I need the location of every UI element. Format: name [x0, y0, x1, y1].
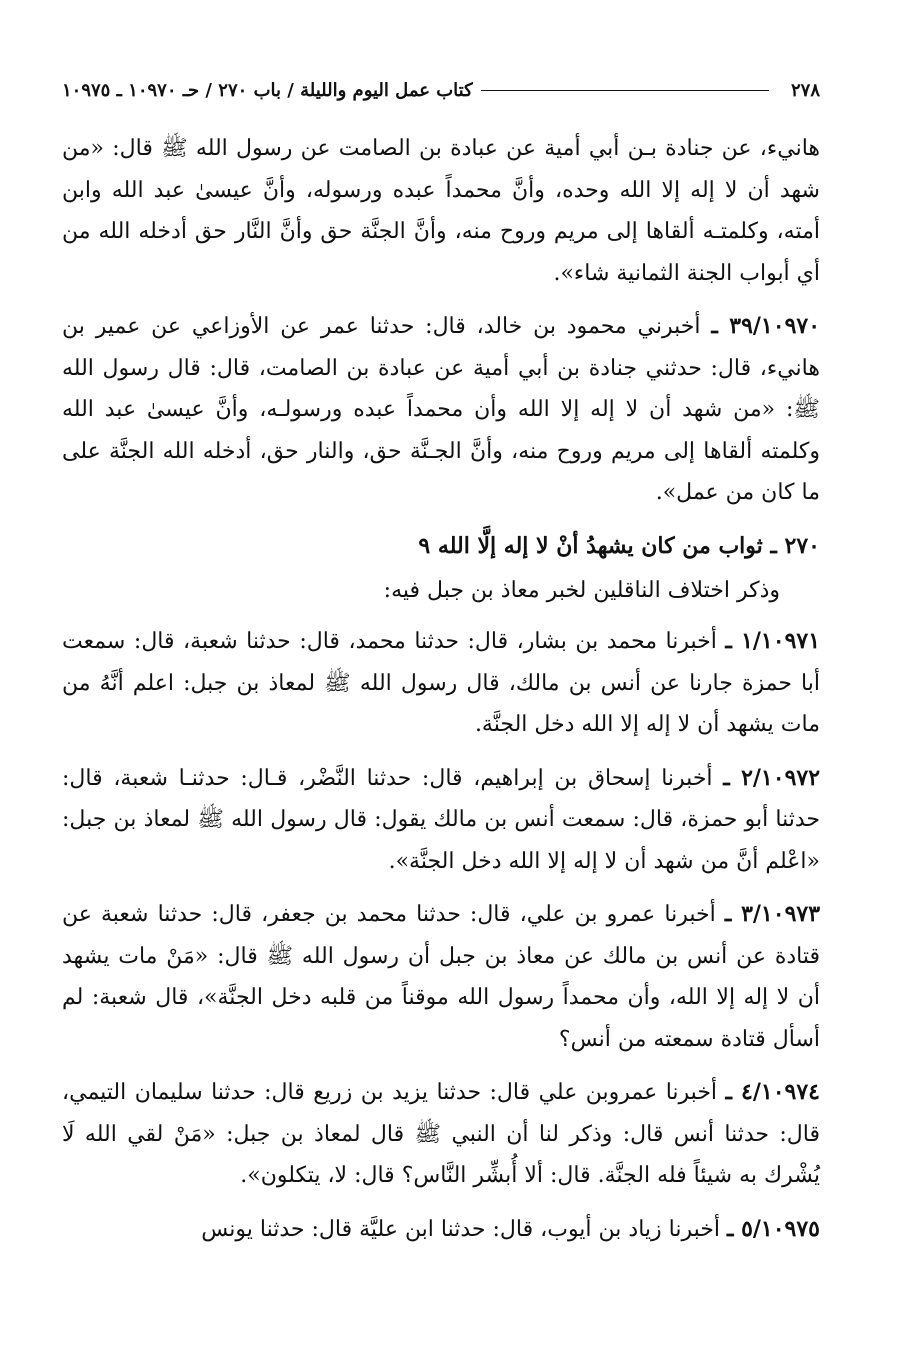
- hadith-text: أخبرني محمود بن خالد، قال: حدثنا عمر عن الأوزاعي عن عمير بن هانيء، قال: حدثني جنادة بن أبي أمية عن عبادة بن الصامت، قال: قال رسول الله ﷺ: «من شهد أن لا إله إلا الله وأن محمداً عبده ورسولـه، وأنَّ عيسىٰ عبد الله وكلمته ألقاها إلى مريم وروح منه، وأنَّ الجـنَّة حق، والنار حق، أدخله الله الجنَّة على ما كان من عمل».: [62, 314, 820, 505]
- hadith-text: أخبرنا محمد بن بشار، قال: حدثنا محمد، قال: حدثنا شعبة، قال: سمعت أبا حمزة جارنا عن أنس بن مالك، قال رسول الله ﷺ لمعاذ بن جبل: اعلم أنَّهُ من مات يشهد أن لا إله إلا الله دخل الجنَّة.: [62, 629, 820, 737]
- hadith-10972: [62, 758, 820, 883]
- running-title: كتاب عمل اليوم والليلة / باب ٢٧٠ / حـ ١٠٩٧٠ ـ ١٠٩٧٥: [62, 79, 473, 101]
- page-number: ٢٧٨: [790, 79, 820, 101]
- hadith-text: هانيء، عن جنادة بـن أبي أمية عن عبادة بن الصامت عن رسول الله ﷺ قال: «من شهد أن لا إله إلا الله وحده، وأنَّ محمداً عبده ورسوله، وأنَّ عيسىٰ عبد الله وابن أمته، وكلمتـه ألقاها إلى مريم وروح منه، وأنَّ الجنَّة حق وأنَّ النَّار حق أدخله الله من أي أبواب الجنة الثمانية شاء».: [62, 136, 820, 286]
- hadith-text: أخبرنا عمروبن علي قال: حدثنا يزيد بن زريع قال: حدثنا سليمان التيمي، قال: حدثنا أنس قال: وذكر لنا أن النبي ﷺ قال لمعاذ بن جبل: «مَنْ لقي الله لَا يُشْرك به شيئاً فله الجنَّة. قال: ألا أُبشِّر النَّاس؟ قال: لا، يتكلون».: [62, 1080, 820, 1188]
- hadith-number: ٢/١٠٩٧٢ ـ: [723, 764, 821, 791]
- hadith-text: أخبرنا إسحاق بن إبراهيم، قال: حدثنا النَّضْر، قـال: حدثنـا شعبة، قال: حدثنا أبو حمزة، قال: سمعت أنس بن مالك يقول: قال رسول الله ﷺ لمعاذ بن جبل: «اعْلم أنَّ من شهد أن لا إله إلا الله دخل الجنَّة».: [62, 765, 820, 874]
- hadith-10970: [62, 306, 820, 514]
- hadith-10971: [62, 621, 820, 746]
- book-page: [62, 70, 820, 1262]
- running-header: [62, 70, 820, 110]
- hadith-10975: [62, 1209, 820, 1251]
- page-body: [62, 128, 820, 1250]
- hadith-number: ١/١٠٩٧١ ـ: [725, 628, 821, 654]
- header-rule: [481, 90, 769, 91]
- hadith-number: ٣٩/١٠٩٧٠ ـ: [711, 313, 821, 339]
- hadith-number: ٤/١٠٩٧٤ ـ: [725, 1079, 820, 1105]
- hadith-number: ٥/١٠٩٧٥ ـ: [726, 1215, 820, 1242]
- hadith-text: أخبرنا زياد بن أيوب، قال: حدثنا ابن عليَّة قال: حدثنا يونس: [201, 1216, 720, 1242]
- chapter-heading: ٢٧٠ ـ ثواب من كان يشهدُ أنْ لا إله إلَّا الله ٩: [418, 532, 820, 559]
- hadith-number: ٣/١٠٩٧٣ ـ: [724, 901, 821, 927]
- hadith-10974: [62, 1072, 820, 1197]
- hadith-text: أخبرنا عمرو بن علي، قال: حدثنا محمد بن جعفر، قال: حدثنا شعبة عن قتادة عن أنس بن مالك عن معاذ بن جبل أن رسول الله ﷺ قال: «مَنْ مات يشهد أن لا إله إلا الله، وأن محمداً رسول الله موقناً من قلبه دخل الجنَّة»، قال شعبة: لم أسأل قتادة سمعته من أنس؟: [62, 902, 820, 1052]
- chapter-intro: وذكر اختلاف الناقلين لخبر معاذ بن جبل فيه:: [383, 577, 780, 603]
- hadith-10973: [62, 894, 820, 1060]
- hadith-continuation: [62, 128, 820, 294]
